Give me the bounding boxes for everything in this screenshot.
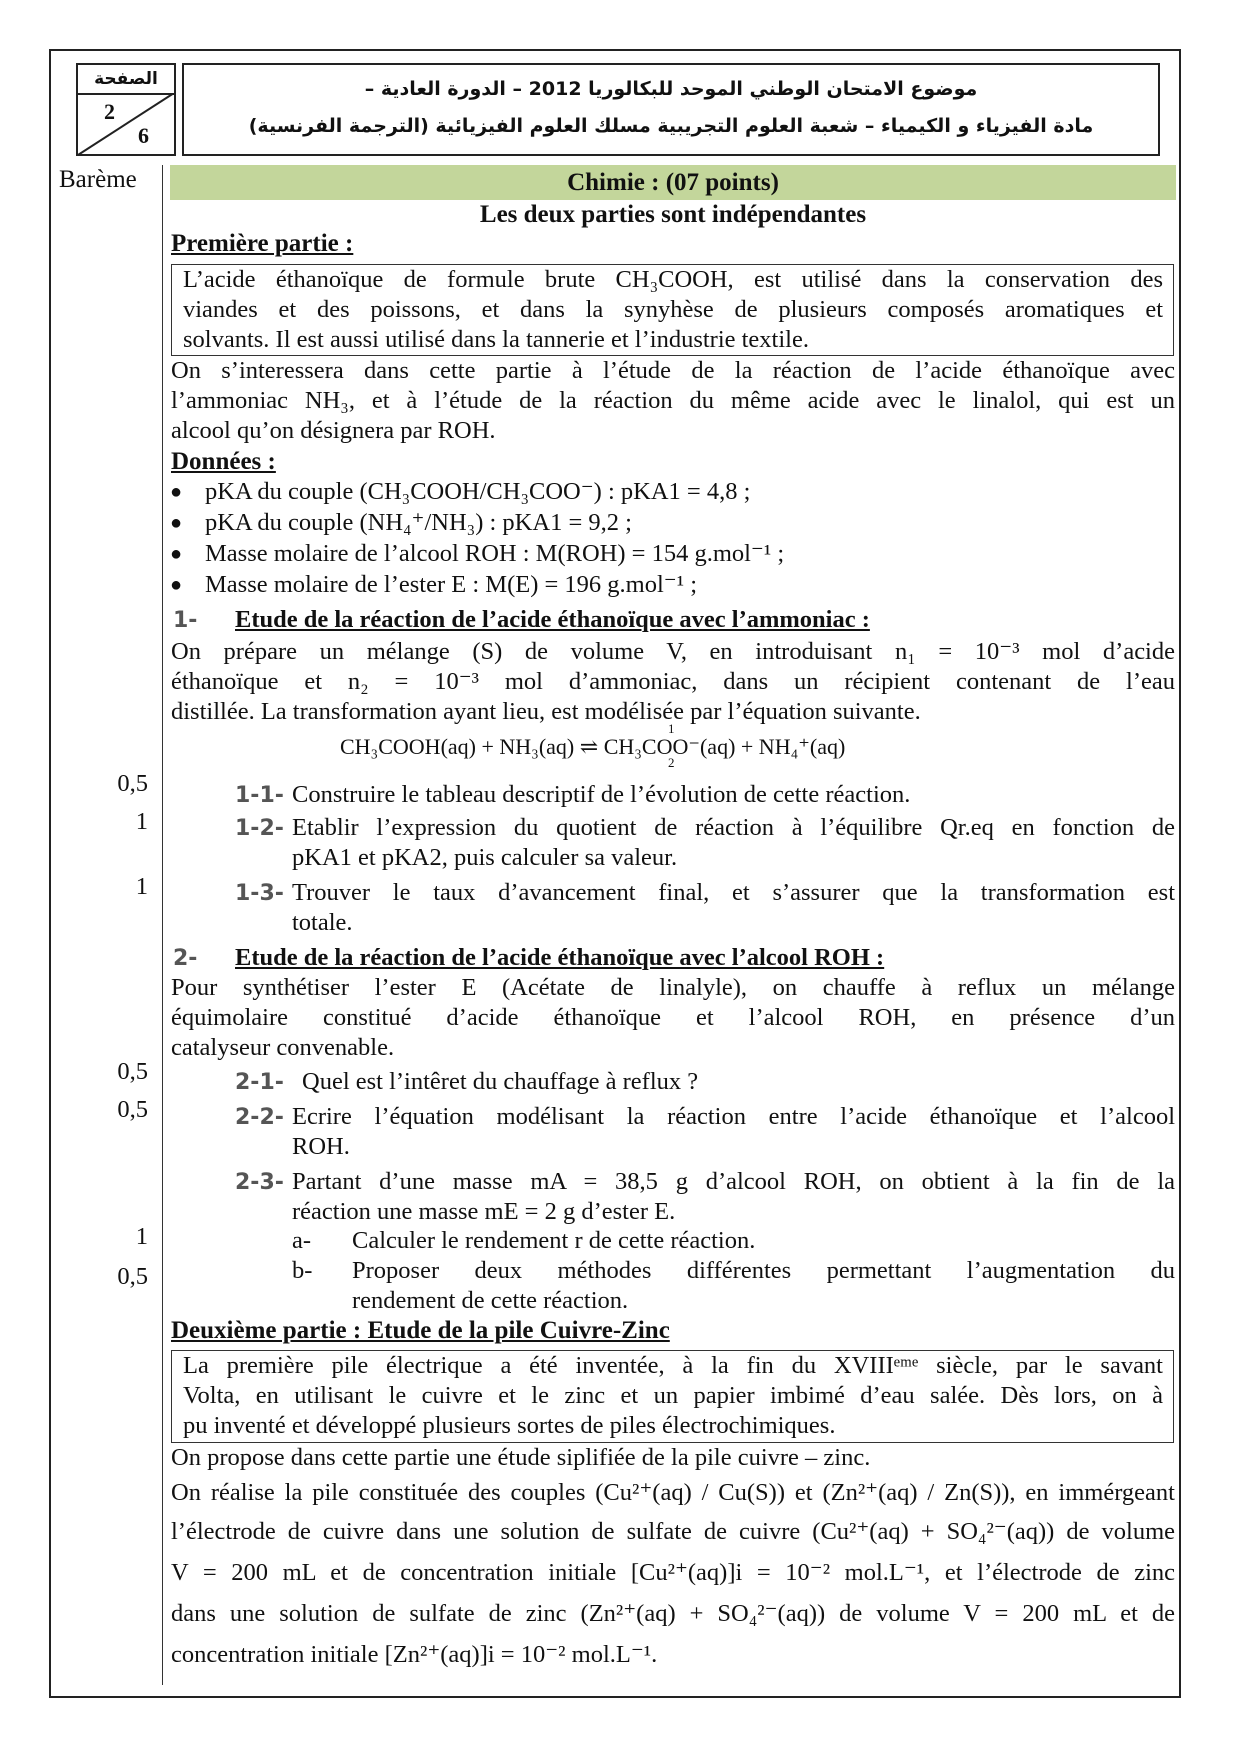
page-total: 6 — [138, 123, 149, 148]
part2-text-line: V = 200 mL et de concentration initiale [Cu²⁺(aq)]i = 10⁻² mol.L⁻¹, et l’électrode de zinc — [171, 1559, 1175, 1586]
part2-intro-line: Volta, en utilisant le cuivre et le zinc et un papier imbimé d’eau salée. Dès lors, on à — [183, 1382, 1163, 1409]
bullet-icon: ● — [170, 481, 183, 503]
bareme-column-divider — [162, 165, 163, 1685]
section1-number: 1- — [173, 608, 198, 633]
page-divider-diagonal — [78, 93, 174, 155]
section1-text-line: distillée. La transformation ayant lieu, est modélisée par l’équation suivante. — [171, 698, 921, 725]
q23-number: 2-3- — [235, 1170, 284, 1195]
equation-text: CH₃COOH(aq) + NH₃(aq) ⇌ CH₃COO⁻(aq) + NH₄⁺(aq) — [340, 734, 846, 759]
points-qa: 1 — [135, 1223, 148, 1250]
q11-text: Construire le tableau descriptif de l’évolution de cette réaction. — [292, 781, 911, 808]
part1-intro-line: viandes et des poissons, et dans la synyhèse de plusieurs composés aromatiques et — [183, 296, 1163, 323]
part2-intro-line: pu inventé et développé plusieurs sortes de piles électrochimiques. — [183, 1412, 836, 1439]
page-number: 2 — [104, 99, 115, 124]
equation-arrow-label-bottom: 2 — [668, 755, 675, 770]
page-label: الصفحة — [78, 65, 174, 95]
q21-text: Quel est l’intêret du chauffage à reflux ? — [302, 1068, 699, 1095]
section2-text-line: Pour synthétiser l’ester E (Acétate de linalyle), on chauffe à reflux un mélange — [171, 974, 1175, 1001]
part2-text-line: On réalise la pile constituée des couples (Cu²⁺(aq) / Cu(S)) et (Zn²⁺(aq) / Zn(S)), en immérgeant — [171, 1479, 1175, 1506]
section2-number: 2- — [173, 946, 198, 971]
qa-number: a- — [292, 1227, 312, 1254]
part1-heading: Première partie : — [171, 230, 354, 257]
exam-title-box — [182, 63, 1160, 156]
reaction-equation — [340, 734, 845, 760]
section-subtitle: Les deux parties sont indépendantes — [479, 201, 867, 228]
exam-title-line2: مادة الفيزياء و الكيمياء – شعبة العلوم التجريبية مسلك العلوم الفيزيائية (الترجمة الفرنسية) — [248, 115, 1094, 137]
bullet-icon: ● — [170, 512, 183, 534]
section2-title: Etude de la réaction de l’acide éthanoïque avec l’alcool ROH : — [235, 944, 885, 971]
q12-number: 1-2- — [235, 816, 284, 841]
qb-text-line: rendement de cette réaction. — [352, 1287, 629, 1314]
points-qb: 0,5 — [117, 1263, 148, 1290]
equation-arrow-label-top: 1 — [668, 721, 675, 736]
part2-text-line: concentration initiale [Zn²⁺(aq)]i = 10⁻² mol.L⁻¹. — [171, 1641, 658, 1668]
part2-text-line: l’électrode de cuivre dans une solution de sulfate de cuivre (Cu²⁺(aq) + SO₄²⁻(aq)) de volume — [171, 1518, 1175, 1545]
points-q12: 1 — [135, 808, 148, 835]
section1-text-line: On prépare un mélange (S) de volume V, en introduisant n₁ = 10⁻³ mol d’acide — [171, 638, 1175, 665]
q23-text-line: réaction une masse mE = 2 g d’ester E. — [292, 1198, 676, 1225]
q11-number: 1-1- — [235, 783, 284, 808]
qb-number: b- — [292, 1257, 313, 1284]
q13-text-line: totale. — [292, 909, 353, 936]
q22-text-line: ROH. — [292, 1133, 350, 1160]
q13-text-line: Trouver le taux d’avancement final, et s’assurer que la transformation est — [292, 879, 1175, 906]
part2-heading: Deuxième partie : Etude de la pile Cuivre-Zinc — [171, 1317, 670, 1344]
bullet-icon: ● — [170, 574, 183, 596]
part2-intro-line: La première pile électrique a été inventée, à la fin du XVIIIᵉᵐᵉ siècle, par le savant — [183, 1352, 1163, 1379]
part1-text-line: alcool qu’on désignera par ROH. — [171, 417, 496, 444]
qb-text-line: Proposer deux méthodes différentes permettant l’augmentation du — [352, 1257, 1175, 1284]
q22-text-line: Ecrire l’équation modélisant la réaction entre l’acide éthanoïque et l’alcool — [292, 1103, 1175, 1130]
q12-text-line: pKA1 et pKA2, puis calculer sa valeur. — [292, 844, 678, 871]
section-title: Chimie : (07 points) — [170, 165, 1176, 200]
points-q11: 0,5 — [117, 770, 148, 797]
qa-text: Calculer le rendement r de cette réaction. — [352, 1227, 756, 1254]
section2-text-line: catalyseur convenable. — [171, 1034, 395, 1061]
part1-intro-line: L’acide éthanoïque de formule brute CH₃COOH, est utilisé dans la conservation des — [183, 266, 1163, 293]
data-item: Masse molaire de l’ester E : M(E) = 196 g.mol⁻¹ ; — [205, 571, 697, 598]
q22-number: 2-2- — [235, 1105, 284, 1130]
bullet-icon: ● — [170, 543, 183, 565]
part2-text-line: dans une solution de sulfate de zinc (Zn²⁺(aq) + SO₄²⁻(aq)) de volume V = 200 mL et de — [171, 1600, 1175, 1627]
part1-text-line: On s’interessera dans cette partie à l’étude de la réaction de l’acide éthanoïque avec — [171, 357, 1175, 384]
q12-text-line: Etablir l’expression du quotient de réaction à l’équilibre Qr.eq en fonction de — [292, 814, 1175, 841]
data-item: pKA du couple (CH₃COOH/CH₃COO⁻) : pKA1 = 4,8 ; — [205, 478, 751, 505]
page-number-box — [76, 63, 176, 156]
bareme-label: Barème — [59, 166, 137, 193]
q13-number: 1-3- — [235, 881, 284, 906]
q23-text-line: Partant d’une masse mA = 38,5 g d’alcool ROH, on obtient à la fin de la — [292, 1168, 1175, 1195]
points-q13: 1 — [135, 873, 148, 900]
data-heading: Données : — [171, 448, 276, 475]
exam-title-line1: موضوع الامتحان الوطني الموحد للبكالوريا 2012 – الدورة العادية – — [364, 78, 978, 100]
section1-title: Etude de la réaction de l’acide éthanoïque avec l’ammoniac : — [235, 606, 870, 633]
data-item: pKA du couple (NH₄⁺/NH₃) : pKA1 = 9,2 ; — [205, 509, 632, 536]
q21-number: 2-1- — [235, 1070, 284, 1095]
part1-intro-line: solvants. Il est aussi utilisé dans la tannerie et l’industrie textile. — [183, 326, 809, 353]
part2-text-line: On propose dans cette partie une étude siplifiée de la pile cuivre – zinc. — [171, 1444, 871, 1471]
section1-text-line: éthanoïque et n₂ = 10⁻³ mol d’ammoniac, dans un récipient contenant de l’eau — [171, 668, 1175, 695]
points-q21: 0,5 — [117, 1058, 148, 1085]
section2-text-line: équimolaire constitué d’acide éthanoïque et l’alcool ROH, en présence d’un — [171, 1004, 1175, 1031]
data-item: Masse molaire de l’alcool ROH : M(ROH) = 154 g.mol⁻¹ ; — [205, 540, 785, 567]
points-q22: 0,5 — [117, 1096, 148, 1123]
part1-text-line: l’ammoniac NH₃, et à l’étude de la réaction du même acide avec le linalol, qui est un — [171, 387, 1175, 414]
